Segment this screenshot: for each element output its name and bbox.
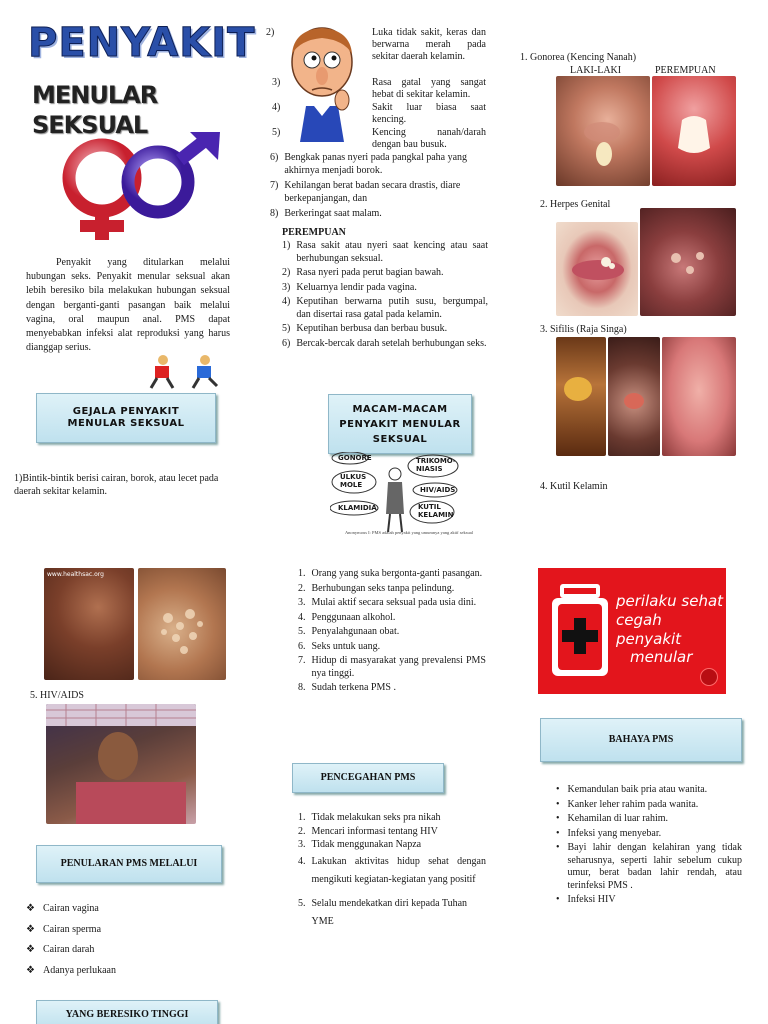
beresiko-heading: YANG BERESIKO TINGGI bbox=[36, 1000, 218, 1024]
diamond-bullet-icon: ❖ bbox=[26, 944, 35, 955]
poster-line-3: menular bbox=[630, 648, 693, 667]
bullet-icon: • bbox=[556, 894, 560, 905]
sifilis-label: 3. Sifilis (Raja Singa) bbox=[540, 324, 627, 335]
bahaya-heading: BAHAYA PMS bbox=[540, 718, 742, 762]
title-line2: MENULAR SEKSUAL bbox=[32, 81, 158, 139]
list-item: • Kemandulan baik pria atau wanita. bbox=[556, 784, 708, 795]
gejala-item-2: Luka tidak sakit, keras dan berwarna merah pada sekitar daerah kelamin. bbox=[372, 27, 486, 62]
bullet-icon: • bbox=[556, 798, 560, 810]
sifilis-photo-tongue bbox=[662, 337, 736, 456]
sifilis-photo-1 bbox=[556, 337, 606, 456]
penularan-list bbox=[26, 903, 226, 985]
list-item: • Infeksi HIV bbox=[556, 894, 616, 905]
list-item: • Kehamilan di luar rahim. bbox=[556, 813, 669, 824]
list-item: 6) Bercak-bercak darah setelah berhubungan seks. bbox=[282, 337, 487, 349]
hiv-label: 5. HIV/AIDS bbox=[30, 690, 84, 701]
list-item: ❖ Adanya perlukaan bbox=[26, 964, 116, 976]
list-item: 3. Mulai aktif secara seksual pada usia dini. bbox=[298, 597, 477, 608]
kutil-label: 4. Kutil Kelamin bbox=[540, 481, 608, 492]
list-item: 1. Tidak melakukan seks pra nikah bbox=[298, 812, 441, 823]
list-item: ❖ Cairan vagina bbox=[26, 903, 99, 914]
pms-types-diagram bbox=[330, 452, 460, 538]
list-item: 4. Lakukan aktivitas hidup sehat dengan mengikuti kegiatan-kegiatan yang positif bbox=[298, 855, 486, 885]
photo-caption: www.healthsac.org bbox=[47, 571, 104, 578]
diagram-label-kutil: KUTIL KELAMIN bbox=[418, 503, 454, 519]
worried-man-cartoon bbox=[284, 24, 360, 142]
gejala-item-4: Sakit luar biasa saat kencing. bbox=[372, 102, 486, 125]
diagram-label-trikomoniasis: TRIKOMO- NIASIS bbox=[416, 457, 456, 473]
gejala-item-4-number: 4) bbox=[272, 102, 281, 113]
diagram-label-hiv: HIV/AIDS bbox=[420, 486, 456, 494]
list-item: 3) Keluarnya lendir pada vagina. bbox=[282, 281, 417, 293]
list-item: 1. Orang yang suka bergonta-ganti pasangan. bbox=[298, 568, 483, 579]
diamond-bullet-icon: ❖ bbox=[26, 923, 35, 935]
list-item: 8. Sudah terkena PMS . bbox=[298, 682, 396, 693]
list-item: 6) Bengkak panas nyeri pada pangkal paha yang akhirnya menjadi borok. bbox=[270, 152, 468, 176]
diagram-label-gonore: GONORE bbox=[338, 454, 372, 462]
macam-heading: MACAM-MACAM PENYAKIT MENULAR SEKSUAL bbox=[328, 394, 472, 454]
poster-logo-icon bbox=[700, 668, 718, 686]
list-item: 5) Keputihan berbusa dan berbau busuk. bbox=[282, 323, 448, 334]
gejala-item-3-number: 3) bbox=[272, 77, 281, 88]
diagram-label-ulkus: ULKUS MOLE bbox=[340, 473, 367, 489]
gejala-more-list bbox=[270, 152, 488, 221]
diamond-bullet-icon: ❖ bbox=[26, 903, 35, 914]
sifilis-photo-2 bbox=[608, 337, 660, 456]
gejala-item-3: Rasa gatal yang sangat hebat di sekitar kelamin. bbox=[372, 77, 486, 100]
gejala-item-2-number: 2) bbox=[266, 27, 275, 38]
risiko-list bbox=[298, 568, 486, 695]
list-item: 4) Keputihan berwarna putih susu, bergumpal, dan disertai rasa gatal pada kelamin. bbox=[282, 296, 488, 320]
poster-line-2: cegah penyakit bbox=[616, 610, 682, 648]
gejala-heading: GEJALA PENYAKIT MENULAR SEKSUAL bbox=[36, 393, 216, 443]
pencegahan-heading: PENCEGAHAN PMS bbox=[292, 763, 444, 793]
list-item: 5. Selalu mendekatkan diri kepada Tuhan YME bbox=[298, 897, 468, 927]
bahaya-list bbox=[556, 784, 742, 907]
healthy-behavior-poster bbox=[538, 568, 726, 694]
bullet-icon: • bbox=[556, 784, 560, 795]
bullet-icon: • bbox=[556, 827, 560, 839]
list-item: 2. Berhubungan seks tanpa pelindung. bbox=[298, 582, 455, 594]
symptom-photo-1 bbox=[44, 568, 134, 680]
list-item: 6. Seks untuk uang. bbox=[298, 640, 381, 652]
laki-laki-label: LAKI-LAKI bbox=[570, 65, 622, 76]
title-line1: PENYAKIT bbox=[28, 20, 256, 66]
list-item: • Kanker leher rahim pada wanita. bbox=[556, 798, 699, 810]
perempuan-heading: PEREMPUAN bbox=[282, 227, 346, 238]
gejala-item-1: 1)Bintik-bintik berisi cairan, borok, atau lecet pada daerah sekitar kelamin. bbox=[14, 473, 219, 497]
gejala-item-5: Kencing nanah/darah dengan bau busuk. bbox=[372, 127, 486, 150]
list-item: 4. Penggunaan alkohol. bbox=[298, 611, 396, 623]
bullet-icon: • bbox=[556, 842, 560, 853]
list-item: 7) Kehilangan berat badan secara drastis, diare berkepanjangan, dan bbox=[270, 180, 461, 204]
list-item: 3. Tidak menggunakan Napza bbox=[298, 839, 422, 850]
perempuan-list bbox=[282, 240, 488, 350]
pencegahan-list bbox=[298, 812, 486, 931]
list-item: 2) Rasa nyeri pada perut bagian bawah. bbox=[282, 267, 444, 278]
running-figures-icon bbox=[145, 352, 225, 392]
gonorea-female-photo bbox=[652, 76, 736, 186]
gonorea-label: 1. Gonorea (Kencing Nanah) bbox=[520, 52, 637, 63]
perempuan-label: PEREMPUAN bbox=[655, 65, 716, 76]
poster-text bbox=[616, 592, 726, 667]
list-item: 1) Rasa sakit atau nyeri saat kencing atau saat berhubungan seksual. bbox=[282, 240, 488, 264]
herpes-photo-lips bbox=[556, 222, 638, 316]
diagram-caption: Anonymous I: PMS adalah penyakit yang umumnya yang aktif seksual bbox=[344, 530, 474, 535]
list-item: 8) Berkeringat saat malam. bbox=[270, 208, 382, 219]
list-item: ❖ Cairan darah bbox=[26, 944, 95, 955]
list-item: • Bayi lahir dengan kelahiran yang tidak seharusnya, seperti lahir sebelum cukup umur, berat badan lahir rendah, atau terinfeksi PMS . bbox=[556, 842, 742, 891]
herpes-label: 2. Herpes Genital bbox=[540, 199, 611, 210]
gejala-item-5-number: 5) bbox=[272, 127, 281, 138]
gonorea-male-photo bbox=[556, 76, 650, 186]
diamond-bullet-icon: ❖ bbox=[26, 964, 35, 976]
list-item: 2. Mencari informasi tentang HIV bbox=[298, 825, 438, 837]
list-item: • Infeksi yang menyebar. bbox=[556, 827, 662, 839]
list-item: ❖ Cairan sperma bbox=[26, 923, 102, 935]
bullet-icon: • bbox=[556, 813, 560, 824]
poster-line-1: perilaku sehat bbox=[616, 592, 724, 610]
list-item: 5. Penyalahgunaan obat. bbox=[298, 626, 400, 637]
gender-symbol-logo bbox=[40, 130, 230, 245]
intro-paragraph: Penyakit yang ditularkan melalui hubungan seks. Penyakit menular seksual akan lebih beresiko bila melakukan hubungan seksual dengan berganti-ganti pasangan baik melalui vagina, oral maupun anal. PMS dapat menyebabkan infeksi alat reproduksi yang harus dianggap serius. bbox=[26, 257, 230, 354]
list-item: 7. Hidup di masyarakat yang prevalensi PMS nya tinggi. bbox=[298, 655, 486, 679]
hiv-patient-photo bbox=[46, 704, 196, 824]
penularan-heading: PENULARAN PMS MELALUI bbox=[36, 845, 222, 883]
symptom-photo-2 bbox=[138, 568, 226, 680]
herpes-photo-genital bbox=[640, 208, 736, 316]
diagram-label-klamidia: KLAMIDIA bbox=[338, 504, 377, 512]
